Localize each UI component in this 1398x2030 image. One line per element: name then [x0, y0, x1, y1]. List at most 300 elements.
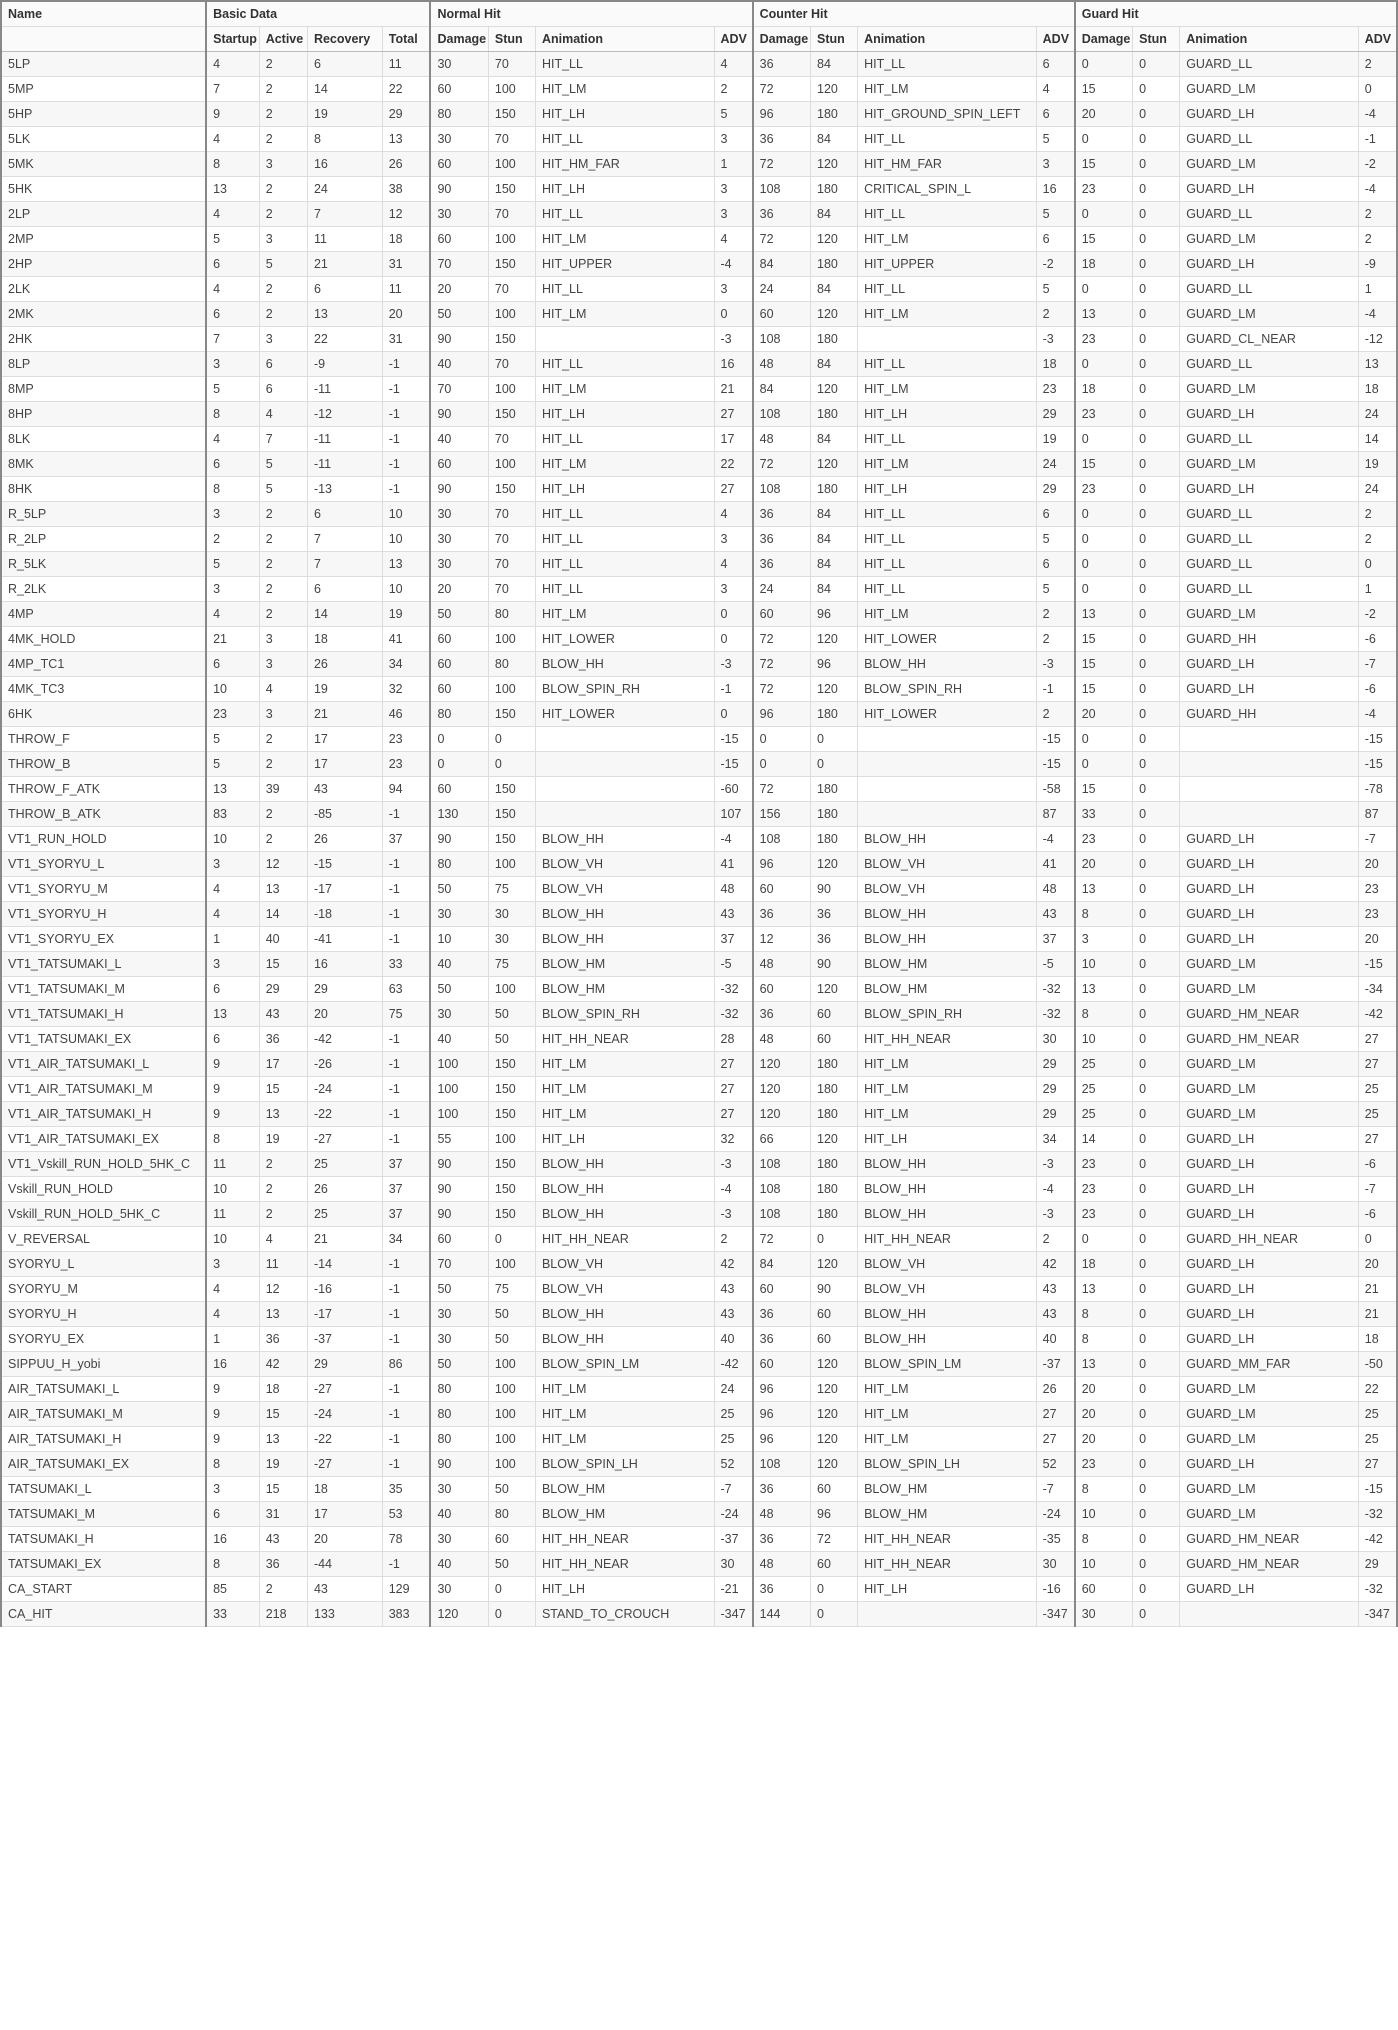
cell-normal-damage: 0: [430, 752, 488, 777]
cell-guard-damage: 8: [1075, 1477, 1133, 1502]
cell-startup: 3: [206, 1477, 259, 1502]
cell-normal-stun: 100: [488, 977, 535, 1002]
cell-guard-damage: 15: [1075, 677, 1133, 702]
table-row: [1, 302, 1397, 327]
cell-startup: 5: [206, 377, 259, 402]
cell-guard-adv: 23: [1358, 877, 1397, 902]
cell-normal-adv: -4: [714, 1177, 753, 1202]
cell-counter-animation: BLOW_VH: [858, 1252, 1037, 1277]
cell-counter-damage: 120: [753, 1102, 811, 1127]
cell-normal-animation: BLOW_HH: [535, 927, 714, 952]
cell-counter-adv: -2: [1036, 252, 1075, 277]
cell-normal-damage: 50: [430, 1277, 488, 1302]
cell-normal-stun: 100: [488, 1452, 535, 1477]
cell-move-name: VT1_SYORYU_L: [1, 852, 206, 877]
cell-counter-damage: 72: [753, 1227, 811, 1252]
cell-recovery: -15: [307, 852, 382, 877]
col-header-counter-adv: ADV: [1036, 27, 1075, 52]
cell-normal-stun: 80: [488, 652, 535, 677]
cell-guard-animation: GUARD_LH: [1180, 902, 1359, 927]
cell-counter-adv: 5: [1036, 527, 1075, 552]
table-row: [1, 1027, 1397, 1052]
cell-guard-damage: 0: [1075, 52, 1133, 77]
cell-normal-stun: 30: [488, 927, 535, 952]
cell-startup: 6: [206, 302, 259, 327]
cell-counter-damage: 108: [753, 827, 811, 852]
cell-guard-adv: -7: [1358, 652, 1397, 677]
cell-normal-damage: 100: [430, 1102, 488, 1127]
cell-counter-damage: 108: [753, 477, 811, 502]
cell-counter-adv: 29: [1036, 402, 1075, 427]
cell-guard-adv: -32: [1358, 1577, 1397, 1602]
cell-normal-stun: 150: [488, 702, 535, 727]
cell-startup: 3: [206, 352, 259, 377]
cell-guard-animation: GUARD_LH: [1180, 877, 1359, 902]
cell-guard-adv: 25: [1358, 1427, 1397, 1452]
cell-guard-animation: GUARD_HM_NEAR: [1180, 1027, 1359, 1052]
cell-counter-adv: 6: [1036, 52, 1075, 77]
cell-active: 3: [259, 227, 307, 252]
cell-counter-damage: 48: [753, 427, 811, 452]
cell-active: 39: [259, 777, 307, 802]
cell-guard-damage: 0: [1075, 527, 1133, 552]
cell-total: -1: [382, 1327, 430, 1352]
table-row: [1, 102, 1397, 127]
cell-guard-animation: GUARD_LM: [1180, 1502, 1359, 1527]
table-row: [1, 602, 1397, 627]
cell-move-name: SYORYU_EX: [1, 1327, 206, 1352]
cell-guard-animation: GUARD_LH: [1180, 652, 1359, 677]
cell-active: 19: [259, 1127, 307, 1152]
cell-normal-animation: HIT_LM: [535, 452, 714, 477]
cell-normal-damage: 80: [430, 852, 488, 877]
col-header-active: Active: [259, 27, 307, 52]
cell-guard-adv: -78: [1358, 777, 1397, 802]
cell-guard-damage: 13: [1075, 1352, 1133, 1377]
cell-normal-animation: BLOW_HH: [535, 827, 714, 852]
cell-startup: 21: [206, 627, 259, 652]
cell-active: 2: [259, 102, 307, 127]
cell-startup: 5: [206, 752, 259, 777]
cell-guard-stun: 0: [1133, 1552, 1180, 1577]
cell-startup: 1: [206, 927, 259, 952]
col-header-guard-adv: ADV: [1358, 27, 1397, 52]
cell-normal-stun: 70: [488, 277, 535, 302]
cell-counter-adv: 87: [1036, 802, 1075, 827]
cell-startup: 11: [206, 1152, 259, 1177]
cell-counter-stun: 120: [811, 377, 858, 402]
cell-normal-adv: 42: [714, 1252, 753, 1277]
cell-guard-animation: GUARD_LH: [1180, 1302, 1359, 1327]
cell-normal-damage: 40: [430, 1027, 488, 1052]
cell-active: 42: [259, 1352, 307, 1377]
cell-normal-animation: BLOW_SPIN_RH: [535, 1002, 714, 1027]
cell-guard-stun: 0: [1133, 552, 1180, 577]
cell-total: -1: [382, 352, 430, 377]
cell-counter-adv: 2: [1036, 702, 1075, 727]
cell-normal-adv: 4: [714, 52, 753, 77]
cell-counter-adv: 2: [1036, 1227, 1075, 1252]
cell-counter-damage: 144: [753, 1602, 811, 1627]
cell-guard-animation: GUARD_LM: [1180, 377, 1359, 402]
cell-guard-adv: -15: [1358, 952, 1397, 977]
cell-recovery: -18: [307, 902, 382, 927]
cell-counter-adv: 29: [1036, 477, 1075, 502]
cell-normal-animation: HIT_LL: [535, 52, 714, 77]
cell-recovery: 18: [307, 627, 382, 652]
cell-normal-damage: 60: [430, 77, 488, 102]
cell-total: -1: [382, 1427, 430, 1452]
cell-counter-adv: 40: [1036, 1327, 1075, 1352]
cell-counter-damage: 108: [753, 177, 811, 202]
cell-active: 2: [259, 302, 307, 327]
cell-guard-adv: 20: [1358, 852, 1397, 877]
cell-guard-adv: -6: [1358, 677, 1397, 702]
cell-move-name: CA_START: [1, 1577, 206, 1602]
cell-normal-animation: HIT_LOWER: [535, 702, 714, 727]
cell-counter-adv: 5: [1036, 577, 1075, 602]
cell-normal-stun: 80: [488, 602, 535, 627]
cell-normal-animation: HIT_LH: [535, 102, 714, 127]
cell-guard-adv: 2: [1358, 202, 1397, 227]
cell-startup: 8: [206, 1452, 259, 1477]
table-row: [1, 927, 1397, 952]
cell-normal-adv: -15: [714, 727, 753, 752]
cell-move-name: TATSUMAKI_EX: [1, 1552, 206, 1577]
cell-normal-animation: HIT_LM: [535, 602, 714, 627]
cell-guard-animation: GUARD_LL: [1180, 502, 1359, 527]
cell-guard-stun: 0: [1133, 402, 1180, 427]
cell-startup: 9: [206, 1377, 259, 1402]
cell-guard-adv: 2: [1358, 52, 1397, 77]
cell-active: 2: [259, 527, 307, 552]
cell-active: 4: [259, 1227, 307, 1252]
cell-guard-animation: GUARD_LM: [1180, 1402, 1359, 1427]
cell-total: 37: [382, 1202, 430, 1227]
cell-guard-stun: 0: [1133, 902, 1180, 927]
cell-normal-damage: 90: [430, 1452, 488, 1477]
cell-counter-stun: 0: [811, 1577, 858, 1602]
cell-normal-damage: 90: [430, 1152, 488, 1177]
cell-startup: 13: [206, 777, 259, 802]
table-row: [1, 1002, 1397, 1027]
cell-guard-adv: 13: [1358, 352, 1397, 377]
cell-normal-adv: 28: [714, 1027, 753, 1052]
cell-counter-adv: 48: [1036, 877, 1075, 902]
cell-recovery: 11: [307, 227, 382, 252]
cell-normal-adv: 32: [714, 1127, 753, 1152]
cell-startup: 10: [206, 677, 259, 702]
cell-counter-damage: 96: [753, 852, 811, 877]
cell-recovery: 133: [307, 1602, 382, 1627]
cell-counter-stun: 120: [811, 1252, 858, 1277]
cell-active: 43: [259, 1002, 307, 1027]
cell-counter-adv: -3: [1036, 327, 1075, 352]
cell-guard-damage: 23: [1075, 827, 1133, 852]
cell-normal-stun: 50: [488, 1002, 535, 1027]
cell-guard-animation: GUARD_LH: [1180, 102, 1359, 127]
cell-recovery: -27: [307, 1377, 382, 1402]
cell-startup: 8: [206, 1127, 259, 1152]
table-row: [1, 127, 1397, 152]
cell-normal-damage: 30: [430, 127, 488, 152]
cell-normal-damage: 40: [430, 1552, 488, 1577]
cell-guard-stun: 0: [1133, 1127, 1180, 1152]
cell-counter-stun: 180: [811, 327, 858, 352]
cell-counter-stun: 120: [811, 1127, 858, 1152]
col-header-counter-damage: Damage: [753, 27, 811, 52]
cell-normal-animation: BLOW_HH: [535, 1302, 714, 1327]
cell-guard-adv: -15: [1358, 1477, 1397, 1502]
cell-counter-adv: 43: [1036, 1302, 1075, 1327]
cell-normal-damage: 100: [430, 1052, 488, 1077]
cell-normal-adv: 3: [714, 177, 753, 202]
cell-normal-animation: HIT_LL: [535, 352, 714, 377]
cell-normal-stun: 0: [488, 1227, 535, 1252]
cell-recovery: 16: [307, 952, 382, 977]
col-header-total: Total: [382, 27, 430, 52]
group-header-row: [1, 1, 1397, 27]
cell-normal-damage: 30: [430, 202, 488, 227]
cell-counter-animation: HIT_HH_NEAR: [858, 1552, 1037, 1577]
cell-counter-animation: BLOW_HH: [858, 1302, 1037, 1327]
cell-counter-animation: HIT_LM: [858, 452, 1037, 477]
cell-guard-animation: [1180, 727, 1359, 752]
cell-guard-damage: 23: [1075, 177, 1133, 202]
cell-normal-adv: 41: [714, 852, 753, 877]
cell-total: -1: [382, 452, 430, 477]
cell-guard-stun: 0: [1133, 702, 1180, 727]
cell-normal-damage: 30: [430, 1527, 488, 1552]
col-header-name-blank: [1, 27, 206, 52]
cell-normal-stun: 150: [488, 777, 535, 802]
cell-normal-stun: 0: [488, 1577, 535, 1602]
cell-counter-animation: [858, 752, 1037, 777]
cell-counter-stun: 0: [811, 727, 858, 752]
cell-move-name: 5HK: [1, 177, 206, 202]
cell-normal-adv: 17: [714, 427, 753, 452]
cell-normal-adv: -3: [714, 1152, 753, 1177]
cell-startup: 16: [206, 1352, 259, 1377]
cell-active: 6: [259, 377, 307, 402]
cell-counter-damage: 36: [753, 552, 811, 577]
column-header-row: [1, 27, 1397, 52]
cell-guard-stun: 0: [1133, 1177, 1180, 1202]
table-row: [1, 477, 1397, 502]
cell-normal-adv: 25: [714, 1427, 753, 1452]
cell-counter-adv: 29: [1036, 1052, 1075, 1077]
cell-counter-stun: 90: [811, 952, 858, 977]
cell-active: 7: [259, 427, 307, 452]
cell-active: 6: [259, 352, 307, 377]
cell-normal-stun: 70: [488, 352, 535, 377]
cell-normal-animation: HIT_LL: [535, 577, 714, 602]
cell-normal-stun: 100: [488, 627, 535, 652]
cell-guard-stun: 0: [1133, 1402, 1180, 1427]
cell-startup: 83: [206, 802, 259, 827]
table-row: [1, 327, 1397, 352]
cell-normal-stun: 150: [488, 1102, 535, 1127]
cell-move-name: VT1_SYORYU_H: [1, 902, 206, 927]
cell-counter-animation: [858, 802, 1037, 827]
cell-normal-adv: 21: [714, 377, 753, 402]
cell-normal-stun: 150: [488, 327, 535, 352]
cell-guard-damage: 23: [1075, 1177, 1133, 1202]
cell-guard-adv: 27: [1358, 1452, 1397, 1477]
cell-active: 15: [259, 952, 307, 977]
cell-normal-adv: 30: [714, 1552, 753, 1577]
table-row: [1, 1077, 1397, 1102]
cell-total: -1: [382, 477, 430, 502]
cell-recovery: 21: [307, 1227, 382, 1252]
cell-guard-stun: 0: [1133, 1077, 1180, 1102]
cell-startup: 4: [206, 1302, 259, 1327]
cell-guard-animation: GUARD_HH_NEAR: [1180, 1227, 1359, 1252]
cell-move-name: 4MP_TC1: [1, 652, 206, 677]
cell-normal-adv: 37: [714, 927, 753, 952]
cell-total: 75: [382, 1002, 430, 1027]
cell-active: 2: [259, 177, 307, 202]
cell-normal-animation: HIT_LL: [535, 527, 714, 552]
cell-guard-animation: [1180, 802, 1359, 827]
cell-guard-animation: GUARD_LL: [1180, 427, 1359, 452]
cell-counter-adv: 26: [1036, 1377, 1075, 1402]
cell-counter-adv: 27: [1036, 1427, 1075, 1452]
cell-normal-stun: 50: [488, 1477, 535, 1502]
cell-guard-animation: GUARD_CL_NEAR: [1180, 327, 1359, 352]
cell-counter-damage: 48: [753, 1027, 811, 1052]
cell-move-name: AIR_TATSUMAKI_EX: [1, 1452, 206, 1477]
cell-counter-adv: -4: [1036, 1177, 1075, 1202]
cell-normal-stun: 100: [488, 227, 535, 252]
cell-total: 37: [382, 1152, 430, 1177]
cell-normal-damage: 90: [430, 477, 488, 502]
cell-active: 5: [259, 452, 307, 477]
cell-normal-adv: 27: [714, 1052, 753, 1077]
cell-counter-damage: 36: [753, 527, 811, 552]
cell-guard-animation: GUARD_LH: [1180, 677, 1359, 702]
cell-counter-animation: HIT_LH: [858, 477, 1037, 502]
cell-startup: 13: [206, 177, 259, 202]
cell-recovery: -13: [307, 477, 382, 502]
cell-guard-animation: GUARD_LM: [1180, 152, 1359, 177]
cell-recovery: -22: [307, 1102, 382, 1127]
cell-guard-damage: 10: [1075, 1027, 1133, 1052]
cell-recovery: 43: [307, 1577, 382, 1602]
cell-normal-animation: HIT_LM: [535, 227, 714, 252]
cell-total: 12: [382, 202, 430, 227]
cell-normal-damage: 40: [430, 952, 488, 977]
cell-move-name: VT1_AIR_TATSUMAKI_L: [1, 1052, 206, 1077]
cell-counter-stun: 180: [811, 177, 858, 202]
cell-guard-stun: 0: [1133, 177, 1180, 202]
table-row: [1, 577, 1397, 602]
cell-move-name: 4MP: [1, 602, 206, 627]
cell-total: -1: [382, 1027, 430, 1052]
cell-counter-damage: 36: [753, 1002, 811, 1027]
cell-counter-stun: 84: [811, 552, 858, 577]
cell-counter-damage: 108: [753, 1177, 811, 1202]
cell-counter-adv: 23: [1036, 377, 1075, 402]
cell-recovery: 20: [307, 1002, 382, 1027]
cell-guard-stun: 0: [1133, 827, 1180, 852]
cell-move-name: 2MP: [1, 227, 206, 252]
cell-active: 4: [259, 677, 307, 702]
cell-counter-animation: HIT_LL: [858, 552, 1037, 577]
cell-guard-animation: GUARD_HH: [1180, 627, 1359, 652]
cell-move-name: VT1_SYORYU_EX: [1, 927, 206, 952]
cell-guard-adv: 27: [1358, 1052, 1397, 1077]
cell-active: 29: [259, 977, 307, 1002]
cell-recovery: 26: [307, 1177, 382, 1202]
cell-guard-damage: 13: [1075, 1277, 1133, 1302]
cell-normal-animation: [535, 727, 714, 752]
cell-move-name: 6HK: [1, 702, 206, 727]
cell-total: 94: [382, 777, 430, 802]
cell-guard-damage: 20: [1075, 852, 1133, 877]
cell-counter-stun: 96: [811, 1502, 858, 1527]
cell-normal-animation: HIT_LM: [535, 1402, 714, 1427]
cell-counter-stun: 84: [811, 502, 858, 527]
cell-counter-damage: 0: [753, 727, 811, 752]
cell-move-name: Vskill_RUN_HOLD_5HK_C: [1, 1202, 206, 1227]
cell-counter-animation: HIT_LM: [858, 227, 1037, 252]
cell-guard-animation: GUARD_LM: [1180, 452, 1359, 477]
cell-guard-stun: 0: [1133, 627, 1180, 652]
cell-guard-animation: GUARD_LH: [1180, 1152, 1359, 1177]
cell-counter-stun: 36: [811, 927, 858, 952]
cell-normal-stun: 50: [488, 1327, 535, 1352]
cell-normal-stun: 70: [488, 502, 535, 527]
cell-normal-adv: 0: [714, 627, 753, 652]
cell-normal-stun: 70: [488, 127, 535, 152]
cell-counter-animation: BLOW_HH: [858, 1202, 1037, 1227]
cell-move-name: 8MK: [1, 452, 206, 477]
cell-total: 11: [382, 277, 430, 302]
cell-startup: 2: [206, 527, 259, 552]
table-row: [1, 502, 1397, 527]
cell-active: 2: [259, 802, 307, 827]
cell-normal-damage: 0: [430, 727, 488, 752]
cell-normal-animation: BLOW_VH: [535, 1252, 714, 1277]
table-row: [1, 1177, 1397, 1202]
cell-guard-stun: 0: [1133, 252, 1180, 277]
cell-guard-stun: 0: [1133, 727, 1180, 752]
cell-active: 5: [259, 477, 307, 502]
cell-counter-animation: BLOW_SPIN_LH: [858, 1452, 1037, 1477]
cell-counter-adv: -3: [1036, 652, 1075, 677]
cell-normal-animation: HIT_LH: [535, 402, 714, 427]
cell-normal-adv: 1: [714, 152, 753, 177]
cell-counter-stun: 0: [811, 752, 858, 777]
cell-guard-animation: GUARD_HM_NEAR: [1180, 1002, 1359, 1027]
cell-startup: 13: [206, 1002, 259, 1027]
cell-active: 5: [259, 252, 307, 277]
cell-active: 3: [259, 327, 307, 352]
cell-normal-stun: 70: [488, 52, 535, 77]
table-row: [1, 1102, 1397, 1127]
cell-recovery: 6: [307, 277, 382, 302]
cell-move-name: TATSUMAKI_H: [1, 1527, 206, 1552]
cell-guard-stun: 0: [1133, 652, 1180, 677]
cell-normal-stun: 50: [488, 1302, 535, 1327]
cell-counter-animation: HIT_UPPER: [858, 252, 1037, 277]
cell-guard-adv: -42: [1358, 1002, 1397, 1027]
cell-counter-animation: BLOW_HM: [858, 1477, 1037, 1502]
cell-counter-damage: 60: [753, 1277, 811, 1302]
cell-counter-damage: 108: [753, 1202, 811, 1227]
cell-guard-adv: 25: [1358, 1402, 1397, 1427]
